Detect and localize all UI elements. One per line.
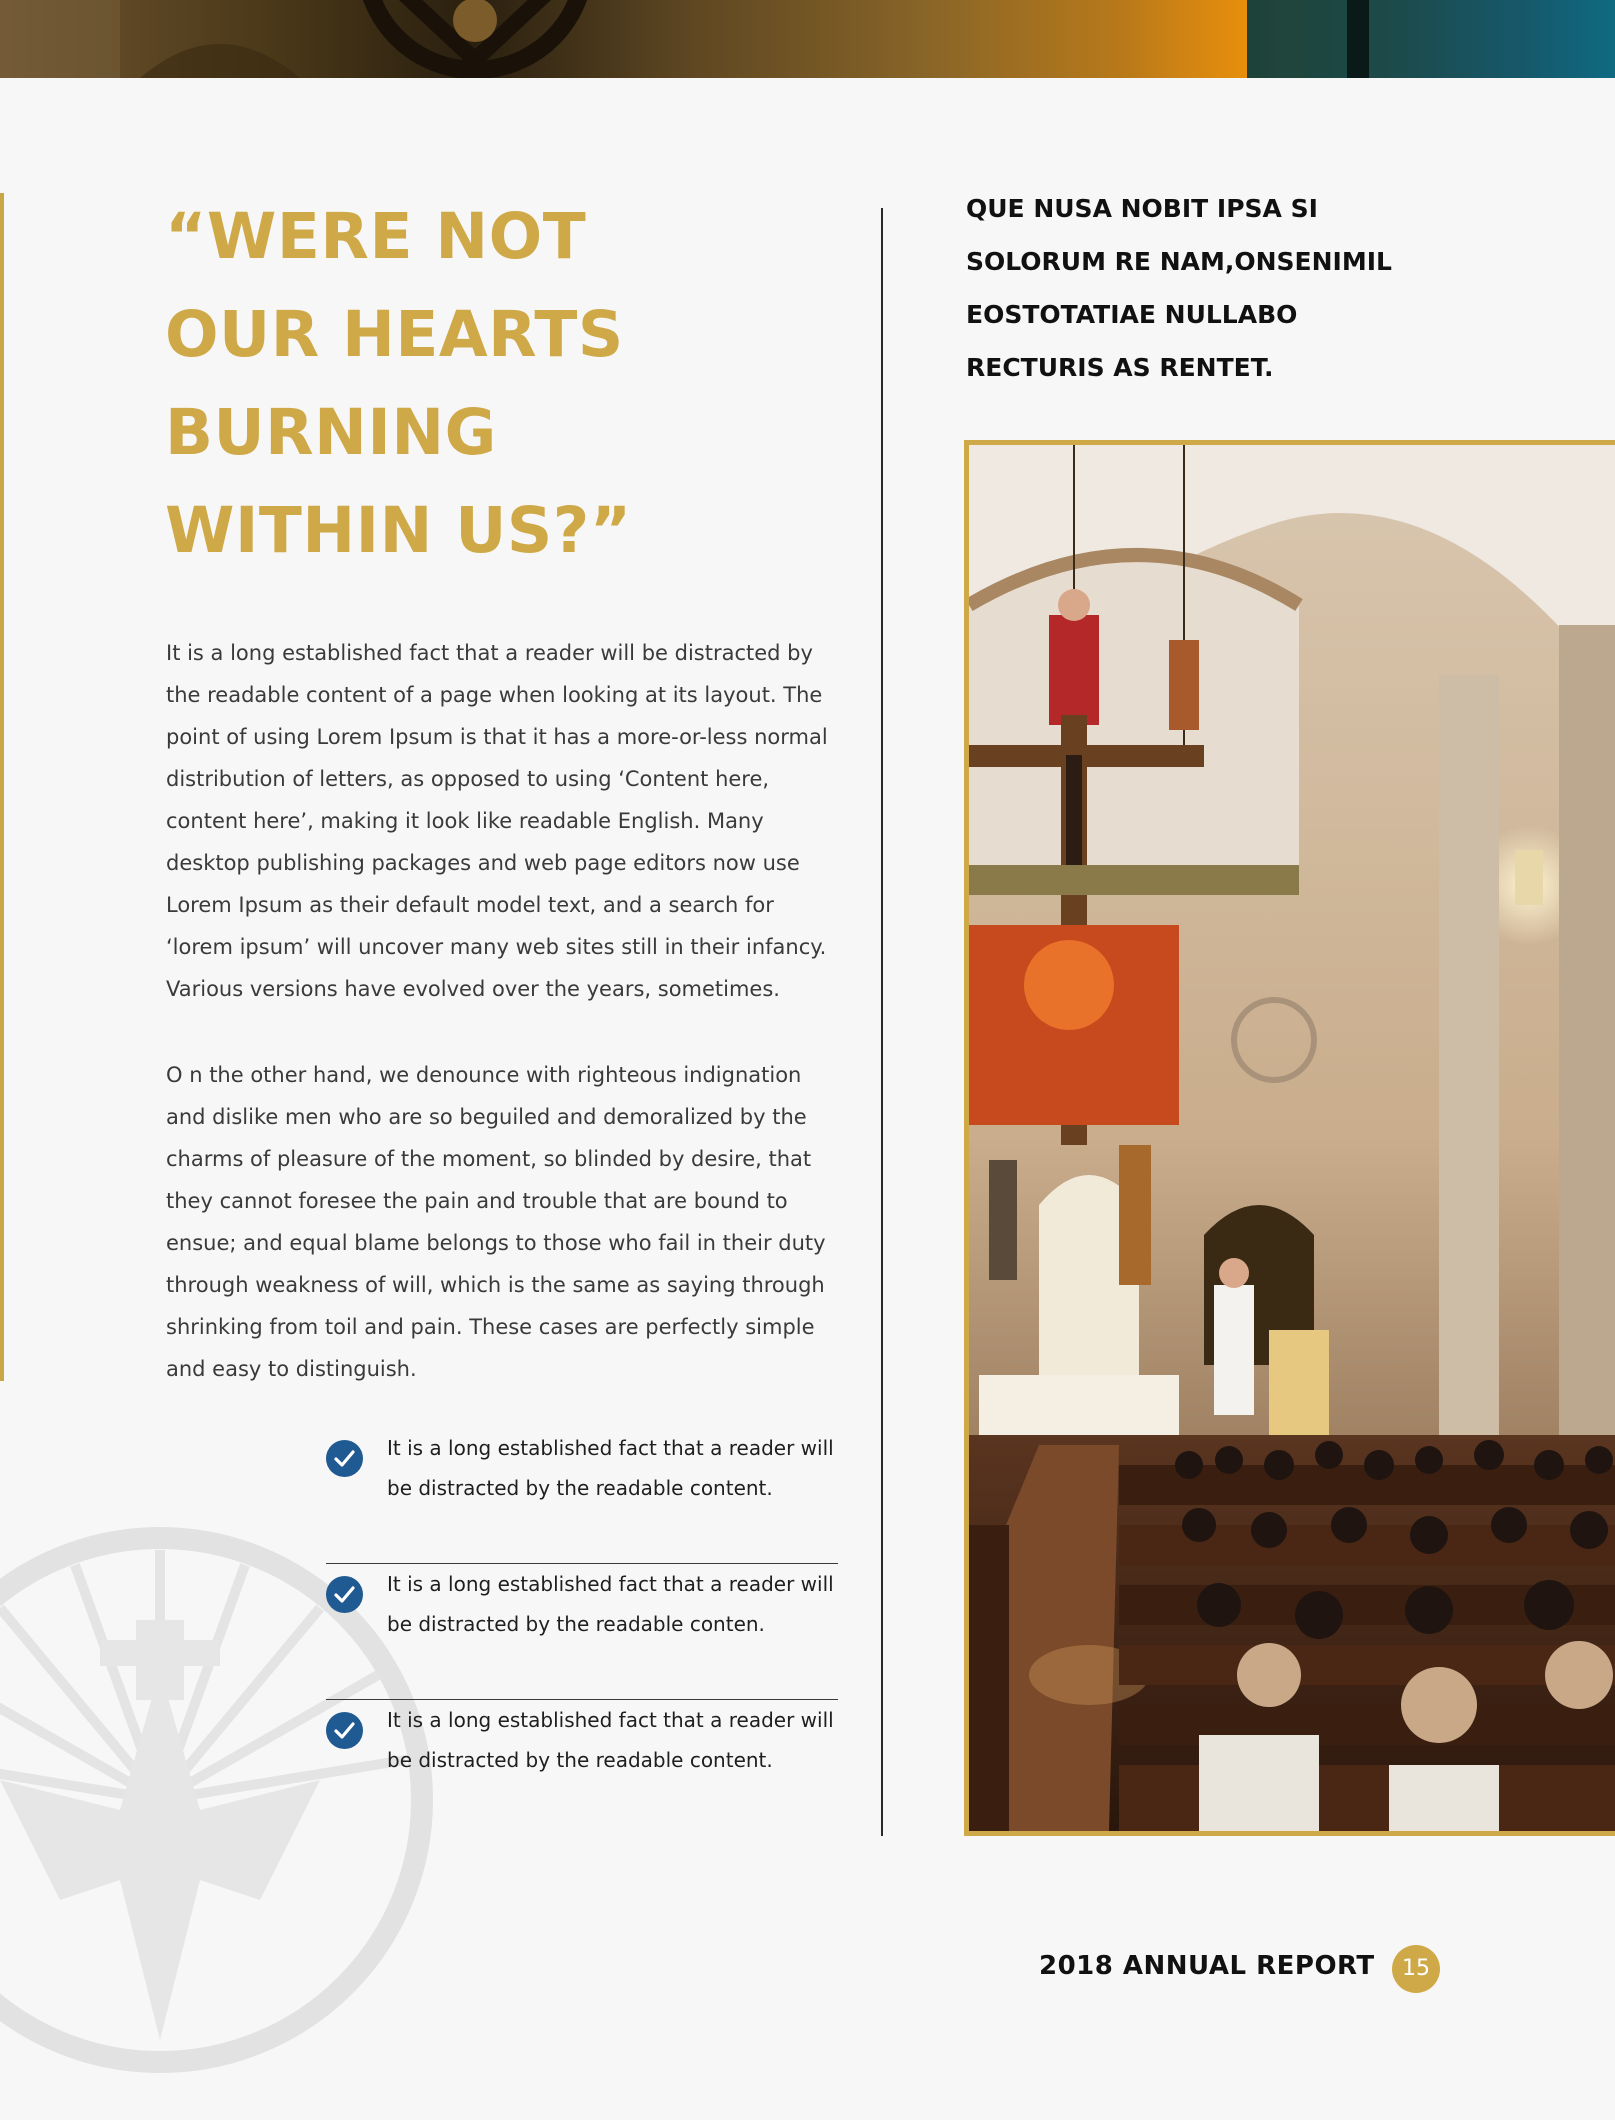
checklist-item	[326, 1564, 838, 1700]
pull-quote-line: OUR HEARTS	[165, 298, 624, 371]
pull-quote-line: “WERE NOT	[165, 200, 587, 273]
body-paragraph-2: O n the other hand, we denounce with righteous indignation and dislike men who are so beguiled and demoralized by the charms of pleasure of the moment, so blinded by desire, that they cannot foresee the pain and trouble that are bound to ensue; and equal blame belongs to those who fail in their duty through weakness of will, which is the same as saying through shrinking from toil and pain. These cases are perfectly simple and easy to distinguish.	[166, 1063, 826, 1381]
footer-report-title: 2018 ANNUAL REPORT	[1039, 1951, 1375, 1981]
pull-quote-heading	[165, 188, 725, 580]
checklist-item-text: It is a long established fact that a reader will be distracted by the readable content.	[387, 1436, 834, 1500]
checklist-item	[326, 1700, 838, 1836]
left-accent-bar	[0, 193, 4, 1381]
checklist-item	[326, 1428, 838, 1564]
pull-quote-line: WITHIN US?”	[165, 494, 632, 567]
column-divider	[881, 208, 883, 1836]
church-interior-photo	[964, 440, 1615, 1836]
section-subheading	[966, 182, 1566, 394]
subheading-line: EOSTOTATIAE NULLABO	[966, 300, 1298, 329]
body-paragraph-1: It is a long established fact that a reader will be distracted by the readable content of a page when looking at its layout. The point of using Lorem Ipsum is that it has a more-or-less normal distribution of letters, as opposed to using ‘Content here, content here’, making it look like readable English. Many desktop publishing packages and web page editors now use Lorem Ipsum as their default model text, and a search for ‘lorem ipsum’ will uncover many web sites still in their infancy. Various versions have evolved over the years, sometimes.	[166, 641, 828, 1001]
checklist-item-text: It is a long established fact that a reader will be distracted by the readable content.	[387, 1708, 834, 1772]
check-circle-icon	[326, 1576, 363, 1613]
subheading-line: QUE NUSA NOBIT IPSA SI	[966, 194, 1318, 223]
subheading-line: RECTURIS AS RENTET.	[966, 353, 1274, 382]
subheading-line: SOLORUM RE NAM,ONSENIMIL	[966, 247, 1392, 276]
checklist-item-text: It is a long established fact that a reader will be distracted by the readable conten.	[387, 1572, 834, 1636]
header-banner-image	[0, 0, 1615, 78]
checklist	[326, 1428, 838, 1836]
check-circle-icon	[326, 1712, 363, 1749]
page-number-badge: 15	[1392, 1945, 1440, 1993]
banner-photo-right	[1247, 0, 1615, 78]
check-circle-icon	[326, 1440, 363, 1477]
banner-photo-left	[0, 0, 1247, 78]
pull-quote-line: BURNING	[165, 396, 497, 469]
